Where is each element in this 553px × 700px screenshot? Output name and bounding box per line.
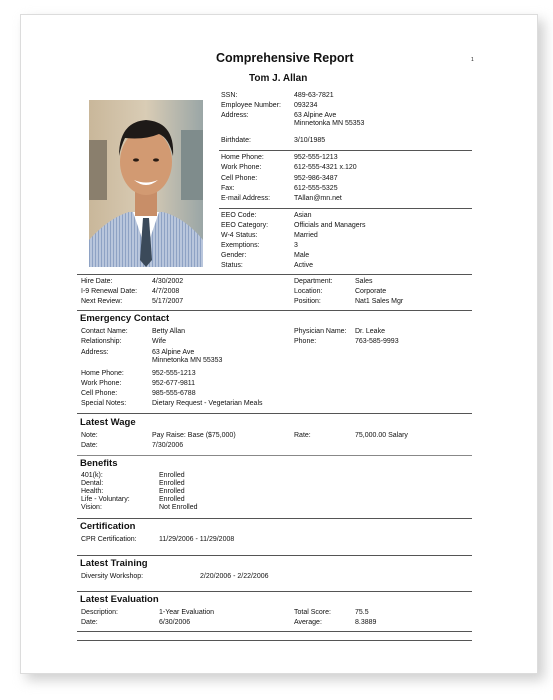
wage-date-label: Date:	[81, 442, 98, 449]
wage-date-value: 7/30/2006	[152, 442, 184, 449]
benefit-value: Enrolled	[159, 480, 185, 487]
ssn-label: SSN:	[221, 92, 238, 99]
benefit-value: Enrolled	[159, 488, 185, 495]
evaluation-date-value: 6/30/2006	[159, 619, 191, 626]
benefit-label: Life - Voluntary:	[81, 496, 130, 503]
location-value: Corporate	[355, 288, 387, 295]
employee-photo	[89, 100, 203, 267]
ec-special-notes-label: Special Notes:	[81, 400, 127, 407]
employee-number-value: 093234	[294, 102, 318, 109]
divider	[77, 274, 472, 275]
eeo-category-value: Officials and Managers	[294, 222, 366, 229]
ssn-value: 489-63-7821	[294, 92, 334, 99]
fax-value: 612-555-5325	[294, 185, 338, 192]
home-phone-label: Home Phone:	[221, 154, 264, 161]
page-number: 1	[471, 57, 474, 63]
work-phone-label: Work Phone:	[221, 164, 262, 171]
ec-home-phone-label: Home Phone:	[81, 370, 124, 377]
ec-relationship-label: Relationship:	[81, 338, 122, 345]
address-label: Address:	[221, 112, 249, 119]
location-label: Location:	[294, 288, 323, 295]
ec-special-notes-value: Dietary Request - Vegetarian Meals	[152, 400, 263, 407]
department-value: Sales	[355, 278, 373, 285]
divider	[77, 310, 472, 311]
gender-label: Gender:	[221, 252, 247, 259]
benefit-label: Vision:	[81, 504, 102, 511]
next-review-value: 5/17/2007	[152, 298, 184, 305]
ec-relationship-value: Wife	[152, 338, 166, 345]
benefit-value: Enrolled	[159, 496, 185, 503]
department-label: Department:	[294, 278, 333, 285]
fax-label: Fax:	[221, 185, 235, 192]
w4-status-label: W-4 Status:	[221, 232, 258, 239]
status-label: Status:	[221, 262, 243, 269]
benefit-value: Not Enrolled	[159, 504, 198, 511]
i9-renewal-label: I-9 Renewal Date:	[81, 288, 138, 295]
divider	[219, 208, 472, 209]
wage-note-label: Note:	[81, 432, 98, 439]
ec-contact-name-value: Betty Allan	[152, 328, 186, 335]
certification-label: CPR Certification:	[81, 536, 137, 543]
ec-address-line1: 63 Alpine Ave	[152, 349, 195, 356]
eeo-category-label: EEO Category:	[221, 222, 269, 229]
evaluation-description-label: Description:	[81, 609, 118, 616]
benefit-label: Dental:	[81, 480, 104, 487]
wage-rate-value: 75,000.00 Salary	[355, 432, 408, 439]
benefit-value: Enrolled	[159, 472, 185, 479]
work-phone-value: 612-555-4321 x.120	[294, 164, 357, 171]
section-title-training: Latest Training	[80, 558, 148, 569]
divider	[77, 413, 472, 414]
section-title-benefits: Benefits	[80, 458, 118, 469]
exemptions-value: 3	[294, 242, 298, 249]
position-value: Nat1 Sales Mgr	[355, 298, 404, 305]
address-line2: Minnetonka MN 55353	[294, 120, 365, 127]
evaluation-date-label: Date:	[81, 619, 98, 626]
address-line1: 63 Alpine Ave	[294, 112, 337, 119]
exemptions-label: Exemptions:	[221, 242, 260, 249]
ec-physician-label: Physician Name:	[294, 328, 347, 335]
benefit-label: Health:	[81, 488, 104, 495]
ec-physician-value: Dr. Leake	[355, 328, 385, 335]
evaluation-score-label: Total Score:	[294, 609, 331, 616]
i9-renewal-value: 4/7/2008	[152, 288, 180, 295]
ec-work-phone-label: Work Phone:	[81, 380, 122, 387]
report-title: Comprehensive Report	[216, 51, 354, 65]
section-title-certification: Certification	[80, 521, 136, 532]
benefit-label: 401(k):	[81, 472, 103, 479]
training-label: Diversity Workshop:	[81, 573, 144, 580]
certification-value: 11/29/2006 - 11/29/2008	[159, 536, 235, 543]
email-value: TAllan@mn.net	[294, 195, 342, 202]
ec-home-phone-value: 952-555-1213	[152, 370, 196, 377]
divider	[77, 455, 472, 456]
evaluation-description-value: 1-Year Evaluation	[159, 609, 215, 616]
eeo-code-value: Asian	[294, 212, 312, 219]
next-review-label: Next Review:	[81, 298, 123, 305]
ec-address-line2: Minnetonka MN 55353	[152, 357, 223, 364]
divider	[219, 150, 472, 151]
hire-date-label: Hire Date:	[81, 278, 113, 285]
report-page	[20, 14, 538, 674]
birthdate-label: Birthdate:	[221, 137, 251, 144]
gender-value: Male	[294, 252, 310, 259]
wage-note-value: Pay Raise: Base ($75,000)	[152, 432, 236, 439]
ec-contact-name-label: Contact Name:	[81, 328, 128, 335]
section-title-wage: Latest Wage	[80, 417, 136, 428]
divider	[77, 631, 472, 632]
ec-physician-phone-value: 763-585-9993	[355, 338, 399, 345]
home-phone-value: 952-555-1213	[294, 154, 338, 161]
training-value: 2/20/2006 - 2/22/2006	[200, 573, 269, 580]
eeo-code-label: EEO Code:	[221, 212, 257, 219]
evaluation-score-value: 75.5	[355, 609, 369, 616]
evaluation-average-value: 8.3889	[355, 619, 377, 626]
section-title-emergency: Emergency Contact	[80, 313, 170, 324]
cell-phone-label: Cell Phone:	[221, 175, 258, 182]
ec-work-phone-value: 952-677-9811	[152, 380, 196, 387]
cell-phone-value: 952-986-3487	[294, 175, 338, 182]
status-value: Active	[294, 262, 314, 269]
divider	[77, 518, 472, 519]
ec-cell-phone-value: 985-555-6788	[152, 390, 196, 397]
wage-rate-label: Rate:	[294, 432, 311, 439]
birthdate-value: 3/10/1985	[294, 137, 326, 144]
email-label: E-mail Address:	[221, 195, 271, 202]
ec-cell-phone-label: Cell Phone:	[81, 390, 118, 397]
position-label: Position:	[294, 298, 321, 305]
section-title-evaluation: Latest Evaluation	[80, 594, 159, 605]
divider	[77, 591, 472, 592]
ec-physician-phone-label: Phone:	[294, 338, 317, 345]
evaluation-average-label: Average:	[294, 619, 322, 626]
w4-status-value: Married	[294, 232, 318, 239]
hire-date-value: 4/30/2002	[152, 278, 184, 285]
employee-number-label: Employee Number:	[221, 102, 281, 109]
ec-address-label: Address:	[81, 349, 109, 356]
employee-name: Tom J. Allan	[249, 73, 308, 84]
divider	[77, 640, 472, 641]
divider	[77, 555, 472, 556]
